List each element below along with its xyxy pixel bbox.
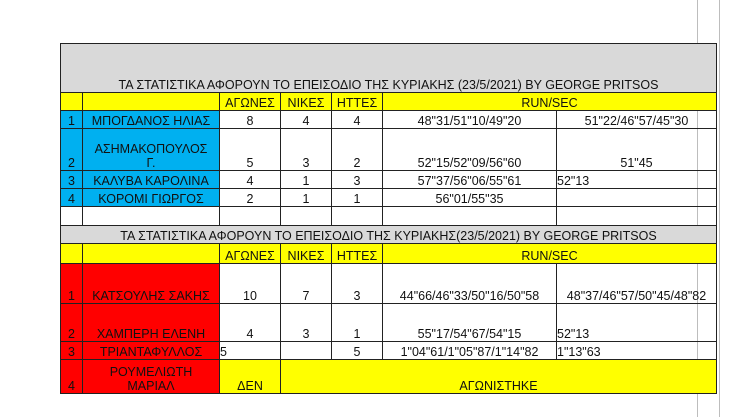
- table-row: [61, 264, 717, 304]
- header-empty: [61, 244, 83, 264]
- row-number: 2: [61, 304, 83, 342]
- run-sec-cell: 52"15/52"09/56"60: [383, 129, 557, 171]
- games-cell: 2: [220, 189, 281, 207]
- run-sec-cell: 57"37/56"06/55"61: [383, 171, 557, 189]
- losses-cell: 1: [332, 304, 383, 342]
- player-name-line1: ΑΣΗΜΑΚΟΠΟΥΛΟΣ: [94, 142, 208, 156]
- row-number: 4: [61, 360, 83, 394]
- run-sec-cell: 51"22/46"57/45"30: [557, 111, 717, 129]
- games-cell: 5: [220, 129, 281, 171]
- wins-cell: 7: [281, 264, 332, 304]
- games-cell: 4: [220, 304, 281, 342]
- losses-cell: 2: [332, 129, 383, 171]
- table-row: [61, 111, 717, 129]
- header-empty: [83, 244, 220, 264]
- row-number: 3: [61, 171, 83, 189]
- header-wins: ΝΙΚΕΣ: [281, 244, 332, 264]
- games-cell: 4: [220, 171, 281, 189]
- stats-table: [60, 43, 717, 394]
- player-name: ΧΑΜΠΕΡΗ ΕΛΕΝΗ: [83, 304, 220, 342]
- losses-cell: 5: [332, 342, 383, 360]
- header-empty: [83, 93, 220, 111]
- run-sec-cell: 44"66/46"33/50"16/50"58: [383, 264, 557, 304]
- header-run-sec: RUN/SEC: [383, 93, 717, 111]
- wins-cell: 4: [281, 111, 332, 129]
- losses-cell: 3: [332, 171, 383, 189]
- header-games: ΑΓΩΝΕΣ: [220, 244, 281, 264]
- header-losses: ΗΤΤΕΣ: [332, 244, 383, 264]
- row-number: 1: [61, 111, 83, 129]
- row-number: 2: [61, 129, 83, 171]
- player-name-line1: ΡΟΥΜΕΛΙΩΤΗ: [109, 365, 193, 379]
- player-name: ΜΠΟΓΔΑΝΟΣ ΗΛΙΑΣ: [83, 111, 220, 129]
- run-sec-cell: 55"17/54"67/54"15: [383, 304, 557, 342]
- header-losses: ΗΤΤΕΣ: [332, 93, 383, 111]
- table-row: [61, 342, 717, 360]
- wins-cell: 3: [281, 129, 332, 171]
- did-not-cell: ΔΕΝ: [220, 360, 281, 394]
- player-name: ΚΟΡΟΜΙ ΓΙΩΡΓΟΣ: [83, 189, 220, 207]
- run-sec-cell: 52"13: [557, 171, 717, 189]
- spacer-row: [61, 207, 717, 226]
- row-number: 4: [61, 189, 83, 207]
- run-sec-cell: 48"37/46"57/50"45/48"82: [557, 264, 717, 304]
- losses-cell: 3: [332, 264, 383, 304]
- run-sec-cell: 48"31/51"10/49"20: [383, 111, 557, 129]
- player-name: ΚΑΛΥΒΑ ΚΑΡΟΛΙΝΑ: [83, 171, 220, 189]
- player-name: ΤΡΙΑΝΤΑΦΥΛΛΟΣ: [83, 342, 220, 360]
- wins-cell: [281, 342, 332, 360]
- run-sec-cell: 1"04"61/1"05"87/1"14"82: [383, 342, 557, 360]
- table-row: [61, 360, 717, 394]
- run-sec-cell: [557, 189, 717, 207]
- header-games: ΑΓΩΝΕΣ: [220, 93, 281, 111]
- wins-cell: 1: [281, 189, 332, 207]
- header-empty: [61, 93, 83, 111]
- table-row: [61, 129, 717, 171]
- run-sec-cell: 1"13"63: [557, 342, 717, 360]
- competed-note-cell: ΑΓΩΝΙΣΤΗΚΕ: [281, 360, 717, 394]
- table-row: [61, 304, 717, 342]
- row-number: 1: [61, 264, 83, 304]
- player-name-line2: ΜΑΡΙΑΛ: [127, 379, 175, 393]
- run-sec-cell: 56"01/55"35: [383, 189, 557, 207]
- player-name: [83, 129, 220, 171]
- player-name: ΚΑΤΣΟΥΛΗΣ ΣΑΚΗΣ: [83, 264, 220, 304]
- wins-cell: 1: [281, 171, 332, 189]
- games-cell: 10: [220, 264, 281, 304]
- player-name: [83, 360, 220, 394]
- player-name-line2: Γ.: [146, 156, 156, 170]
- wins-cell: 3: [281, 304, 332, 342]
- run-sec-cell: 52"13: [557, 304, 717, 342]
- header-wins: ΝΙΚΕΣ: [281, 93, 332, 111]
- table-row: [61, 171, 717, 189]
- losses-cell: 4: [332, 111, 383, 129]
- header-run-sec: RUN/SEC: [383, 244, 717, 264]
- section2-title: ΤΑ ΣΤΑΤΙΣΤΙΚΑ ΑΦΟΡΟΥΝ ΤΟ ΕΠΕΙΣΟΔΙΟ ΤΗΣ ΚΥΡΙΑΚΗΣ(23/5/2021) BY GEORGE PRITSOS: [61, 226, 717, 244]
- table-row: [61, 189, 717, 207]
- row-number: 3: [61, 342, 83, 360]
- games-cell: 8: [220, 111, 281, 129]
- grid-line: [719, 0, 720, 417]
- section1-title: ΤΑ ΣΤΑΤΙΣΤΙΚΑ ΑΦΟΡΟΥΝ ΤΟ ΕΠΕΙΣΟΔΙΟ ΤΗΣ ΚΥΡΙΑΚΗΣ (23/5/2021) BY GEORGE PRITSOS: [61, 44, 717, 93]
- games-cell: 5: [220, 342, 281, 360]
- run-sec-cell: 51"45: [557, 129, 717, 171]
- losses-cell: 1: [332, 189, 383, 207]
